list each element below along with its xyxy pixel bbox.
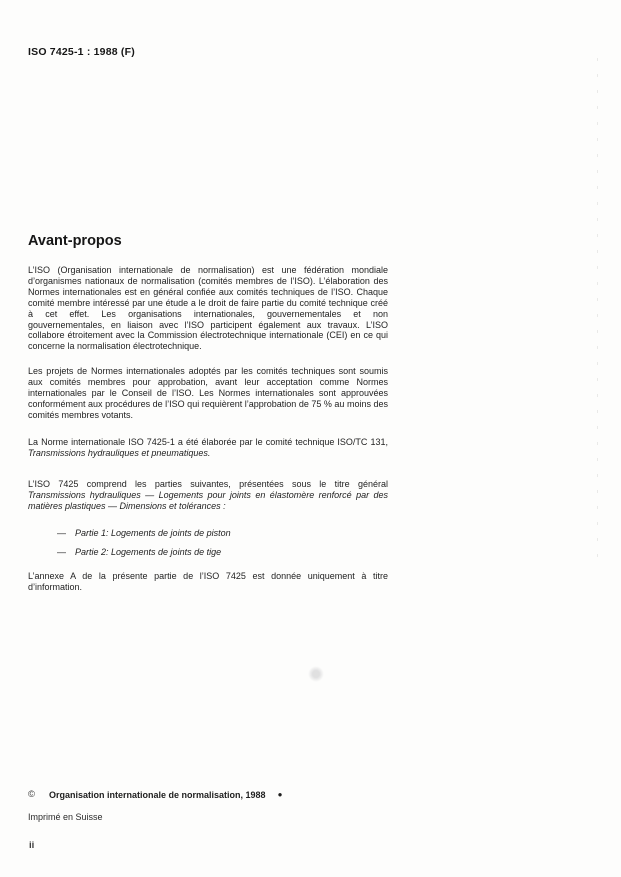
paragraph-series-parts-title: Transmissions hydrauliques — Logements pour joints en élastomère renforcé par des matières plastiques — Dimensions et tolérances :	[28, 489, 388, 511]
dot-icon: ●	[277, 789, 283, 799]
paragraph-technical-committee	[28, 437, 388, 459]
paragraph-series-parts	[28, 479, 388, 512]
document-reference-header: ISO 7425-1 : 1988 (F)	[28, 46, 135, 58]
paragraph-technical-committee-title: Transmissions hydrauliques et pneumatiques.	[28, 447, 211, 458]
list-item-part1-label: Partie 1: Logements de joints de piston	[75, 528, 231, 538]
scan-smudge-artifact	[308, 666, 324, 682]
paragraph-series-parts-text: L’ISO 7425 comprend les parties suivantes, présentées sous le titre général	[28, 479, 388, 489]
copyright-text: Organisation internationale de normalisation, 1988	[49, 789, 266, 800]
printed-in-line: Imprimé en Suisse	[28, 812, 103, 822]
list-dash: —	[57, 528, 66, 538]
paragraph-technical-committee-text: La Norme internationale ISO 7425-1 a été élaborée par le comité technique ISO/TC 131,	[28, 437, 388, 447]
copyright-icon: ©	[28, 789, 35, 800]
section-heading-avant-propos: Avant-propos	[28, 233, 122, 249]
list-item-part1	[57, 528, 387, 539]
list-item-part2-label: Partie 2: Logements de joints de tige	[75, 547, 222, 557]
scan-edge-artifact	[597, 58, 598, 568]
list-item-part2	[57, 547, 387, 558]
copyright-line	[28, 789, 282, 800]
page-number: ii	[29, 840, 35, 851]
paragraph-annex-note: L’annexe A de la présente partie de l’ISO 7425 est donnée uniquement à titre d’information.	[28, 571, 388, 592]
list-dash: —	[57, 547, 66, 557]
paragraph-iso-federation: L’ISO (Organisation internationale de normalisation) est une fédération mondiale d’organismes nationaux de normalisation (comités membres de l’ISO). L’élaboration des Normes internationales est en général confiée aux comités techniques de l’ISO. Chaque comité membre intéressé par une étude a le droit de faire partie du comité technique créé à cet effet. Les organisations internationales, gouvernementales et non gouvernementales, en liaison avec l’ISO participent également aux travaux. L’ISO collabore étroitement avec la Commission électrotechnique internationale (CEI) en ce qui concerne la normalisation électrotechnique.	[28, 265, 388, 352]
paragraph-draft-approval: Les projets de Normes internationales adoptés par les comités techniques sont soumis aux comités membres pour approbation, avant leur acceptation comme Normes internationales par le Conseil de l’ISO. Les Normes internationales sont approuvées conformément aux procédures de l’ISO qui requièrent l’approbation de 75 % au moins des comités membres votants.	[28, 366, 388, 420]
